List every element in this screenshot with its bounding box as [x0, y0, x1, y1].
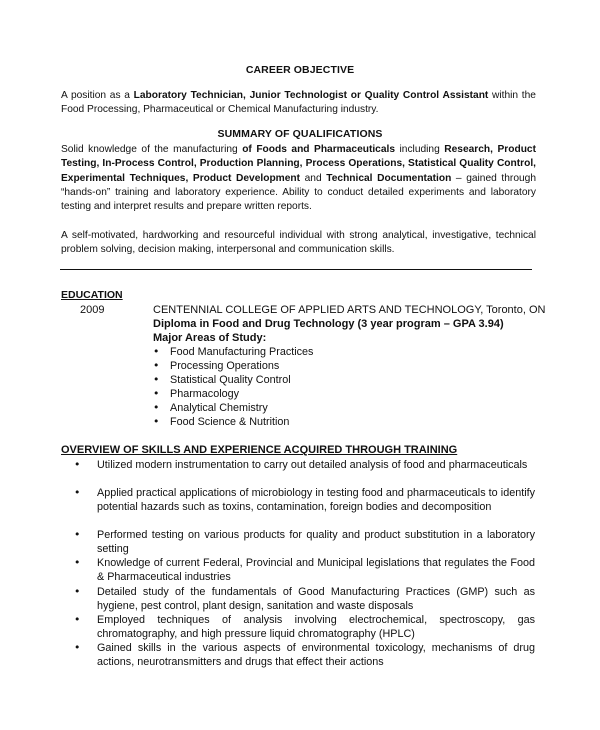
- skill-text: Applied practical applications of microbiology in testing food and pharmaceuticals to identify potential hazards such as toxins, contamination, foreign bodies and decomposition: [97, 487, 535, 513]
- education-year: 2009: [80, 304, 105, 316]
- bullet-icon: •: [74, 641, 81, 654]
- bullet-icon: •: [74, 585, 81, 598]
- skill-text: Gained skills in the various aspects of environmental toxicology, mechanisms of drug actions, neurotransmitters and drugs that effect their actions: [97, 642, 535, 668]
- summary-paragraph-1: [61, 143, 536, 214]
- list-item: [153, 359, 279, 374]
- list-item: [61, 613, 535, 641]
- bullet-icon: •: [153, 401, 160, 414]
- objective-positions: Laboratory Technician, Junior Technologist or Quality Control Assistant: [133, 90, 489, 101]
- list-item: [153, 401, 268, 416]
- list-item: [61, 641, 535, 669]
- bullet-icon: •: [74, 528, 81, 541]
- education-heading: EDUCATION: [61, 289, 123, 301]
- list-item: [61, 528, 535, 556]
- bullet-icon: •: [74, 613, 81, 626]
- objective-rest: within the Food Processing, Pharmaceutical or Chemical Manufacturing industry.: [61, 90, 536, 116]
- bullet-icon: •: [153, 387, 160, 400]
- skill-text: Knowledge of current Federal, Provincial and Municipal legislations that regulates the Food & Pharmaceutical industries: [97, 557, 535, 583]
- summary-text-e: and: [300, 172, 327, 184]
- summary-text-d: Research, Product Testing, In-Process Control, Production Planning, Process Operations, Statistical Quality Control, Experimental Techniques, Product Development: [61, 144, 536, 184]
- bullet-icon: •: [74, 458, 81, 471]
- bullet-icon: •: [153, 345, 160, 358]
- summary-text-b: of Foods and Pharmaceuticals: [242, 144, 396, 155]
- summary-text-f: Technical Documentation: [326, 172, 452, 184]
- study-item-label: Analytical Chemistry: [170, 402, 268, 414]
- list-item: [61, 585, 535, 613]
- education-diploma: Diploma in Food and Drug Technology (3 year program – GPA 3.94): [153, 318, 504, 330]
- bullet-icon: •: [74, 486, 81, 499]
- study-item-label: Statistical Quality Control: [170, 374, 291, 386]
- education-areas-heading: Major Areas of Study:: [153, 332, 267, 344]
- study-item-label: Processing Operations: [170, 360, 280, 372]
- skill-text: Performed testing on various products for quality and product substitution in a laboratory setting: [97, 529, 535, 555]
- overview-heading: OVERVIEW OF SKILLS AND EXPERIENCE ACQUIRED THROUGH TRAINING: [61, 444, 458, 456]
- summary-paragraph-2: A self-motivated, hardworking and resourceful individual with strong analytical, investigative, technical problem solving, decision making, interpersonal and communication skills.: [61, 230, 536, 256]
- study-item-label: Food Science & Nutrition: [170, 416, 290, 428]
- list-item: [153, 415, 289, 430]
- list-item: [153, 373, 291, 388]
- summary-text-c: including: [395, 144, 445, 155]
- skill-text: Detailed study of the fundamentals of Good Manufacturing Practices (GMP) such as hygiene, pest control, plant design, sanitation and waste disposals: [97, 586, 535, 612]
- list-item: [61, 556, 535, 584]
- list-item: [153, 345, 313, 360]
- education-school: CENTENNIAL COLLEGE OF APPLIED ARTS AND TECHNOLOGY, Toronto, ON: [153, 304, 546, 316]
- summary-text-g: – gained through “hands-on” training and laboratory experience. Ability to conduct detailed experiments and laboratory testing and interpret results and prepare written reports.: [61, 172, 536, 213]
- summary-heading: SUMMARY OF QUALIFICATIONS: [217, 128, 383, 140]
- skill-text: Utilized modern instrumentation to carry out detailed analysis of food and pharmaceuticals: [97, 459, 528, 471]
- bullet-icon: •: [153, 415, 160, 428]
- list-item: [153, 387, 239, 402]
- career-objective-heading: CAREER OBJECTIVE: [245, 64, 355, 76]
- summary-text-a: Solid knowledge of the manufacturing: [61, 144, 243, 155]
- bullet-icon: •: [74, 556, 81, 569]
- objective-lead: A position as a: [61, 90, 134, 101]
- list-item: [61, 486, 535, 514]
- bullet-icon: •: [153, 373, 160, 386]
- list-item: [61, 458, 535, 472]
- study-item-label: Pharmacology: [170, 388, 240, 400]
- skill-text: Employed techniques of analysis involving electrochemical, spectroscopy, gas chromatography, and high pressure liquid chromatography (HPLC): [97, 614, 535, 640]
- section-divider: [60, 269, 532, 270]
- career-objective-text: [61, 89, 536, 118]
- study-item-label: Food Manufacturing Practices: [170, 346, 314, 358]
- bullet-icon: •: [153, 359, 160, 372]
